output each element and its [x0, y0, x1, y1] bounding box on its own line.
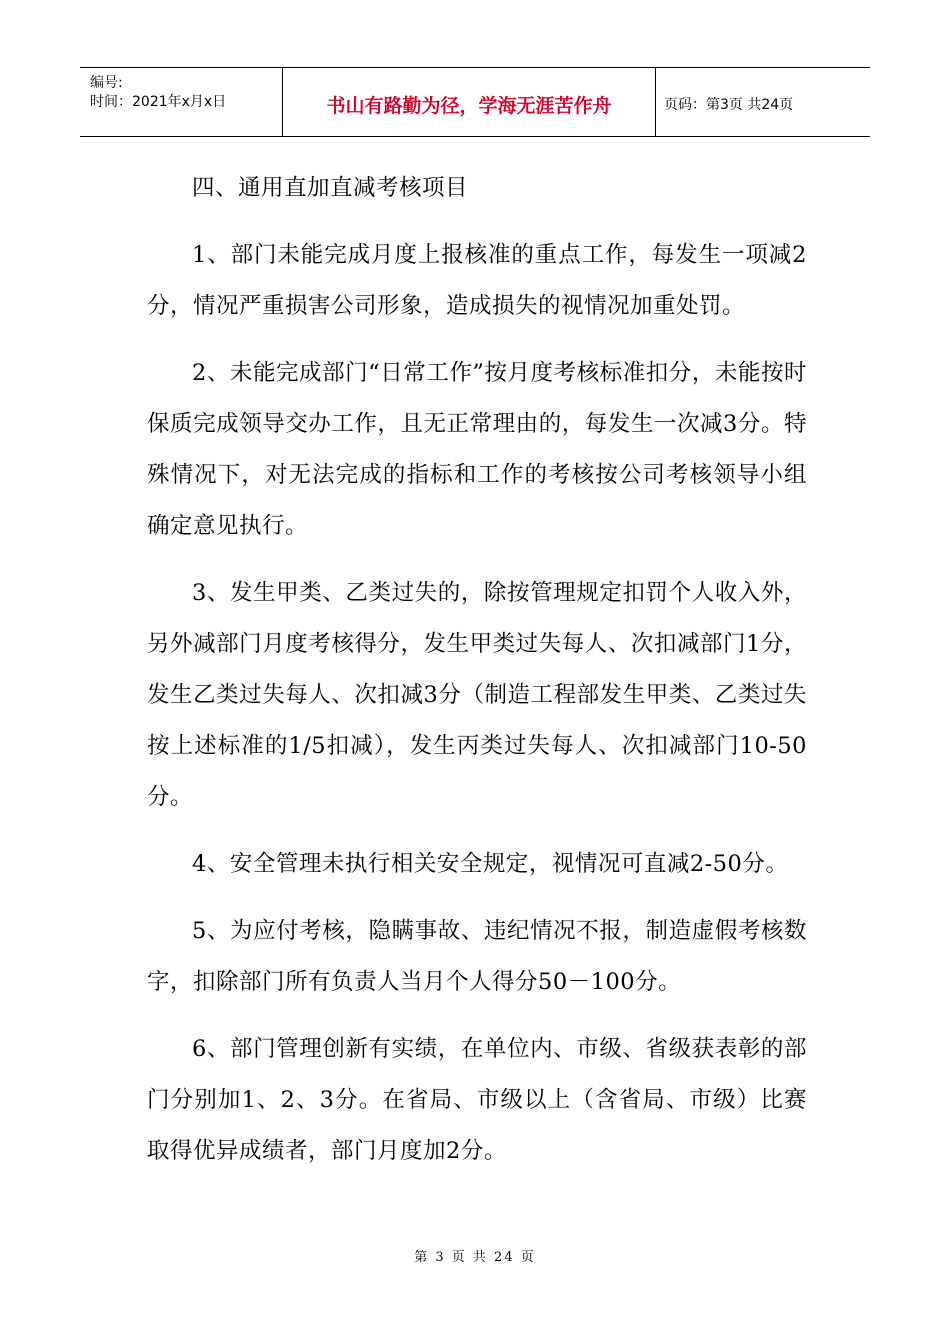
page-header [80, 67, 870, 137]
document-body [147, 163, 807, 1193]
document-time-label: 时间：2021年x月x日 [90, 94, 227, 110]
header-page-info: 页码：第3页 共24页 [664, 97, 794, 113]
paragraph-item-6: 6、部门管理创新有实绩，在单位内、市级、省级获表彰的部门分别加1、2、3分。在省局、市级以上（含省局、市级）比赛取得优异成绩者，部门月度加2分。 [147, 1036, 807, 1164]
paragraph-item-4: 4、安全管理未执行相关安全规定，视情况可直减2-50分。 [192, 851, 789, 877]
paragraph-item-5: 5、为应付考核，隐瞒事故、违纪情况不报，制造虚假考核数字，扣除部门所有负责人当月个人得分50－100分。 [147, 918, 807, 995]
document-number-label: 编号: [90, 75, 123, 91]
paragraph-item-1: 1、部门未能完成月度上报核准的重点工作，每发生一项减2分，情况严重损害公司形象，造成损失的视情况加重处罚。 [147, 242, 807, 319]
section-heading: 四、通用直加直减考核项目 [192, 175, 469, 201]
header-motto: 书山有路勤为径，学海无涯苦作舟 [283, 68, 656, 136]
page-footer: 第 3 页 共 24 页 [414, 1250, 536, 1265]
paragraph-item-2: 2、未能完成部门“日常工作”按月度考核标准扣分，未能按时保质完成领导交办工作，且无正常理由的，每发生一次减3分。特殊情况下，对无法完成的指标和工作的考核按公司考核领导小组确定意见执行。 [147, 360, 807, 539]
paragraph-item-3: 3、发生甲类、乙类过失的，除按管理规定扣罚个人收入外，另外减部门月度考核得分，发生甲类过失每人、次扣减部门1分，发生乙类过失每人、次扣减3分（制造工程部发生甲类、乙类过失按上述标准的1/5扣减），发生丙类过失每人、次扣减部门10-50分。 [147, 580, 807, 810]
header-meta [80, 68, 283, 136]
